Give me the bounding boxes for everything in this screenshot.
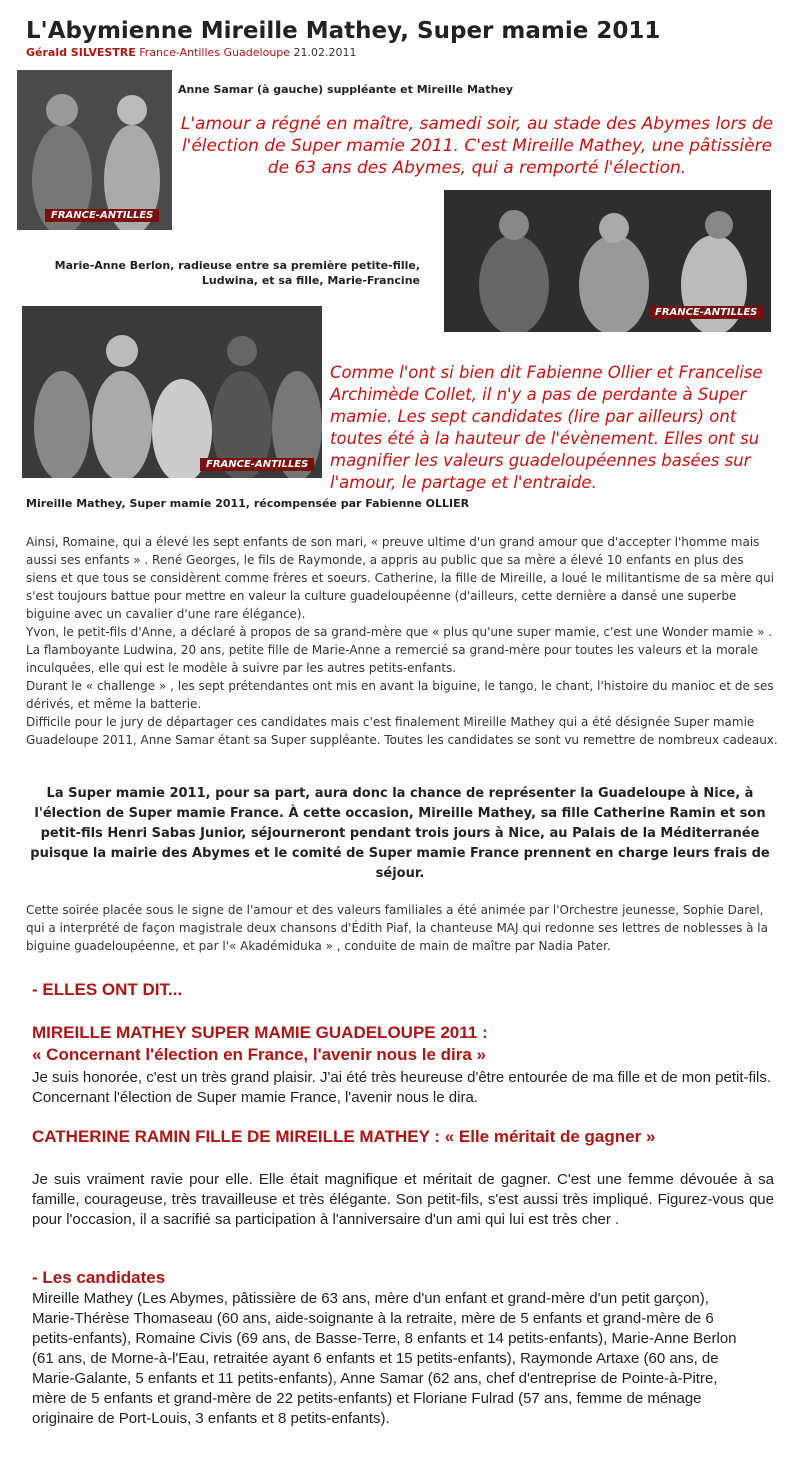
- elles-ont-dit-heading: - ELLES ONT DIT...: [32, 980, 183, 999]
- quote1-heading-line1: MIREILLE MATHEY SUPER MAMIE GUADELOUPE 2011 :: [32, 1023, 488, 1042]
- author-name: Gérald SILVESTRE: [26, 46, 136, 59]
- quote1-heading: [32, 1022, 772, 1066]
- photo-marie-anne-berlon: [444, 190, 771, 332]
- photo-caption-3: Mireille Mathey, Super mamie 2011, récompensée par Fabienne OLLIER: [26, 497, 470, 510]
- paragraph-2: Yvon, le petit-fils d'Anne, a déclaré à propos de sa grand-mère que « plus qu'une super mamie, c'est une Wonder mamie » . La flamboyante Ludwina, 20 ans, petite fille de Marie-Anne a remercié sa grand-mère pour toutes les valeurs et la morale inculquées, elle qui est le modèle à suivre par les autres petits-enfants.: [26, 625, 773, 675]
- quote2-text: Je suis vraiment ravie pour elle. Elle était magnifique et méritait de gagner. C'est une femme dévouée à sa famille, courageuse, très travailleuse et très élégante. Son petit-fils, s'est aussi très impliqué. Figurez-vous que pour l'occasion, il a sacrifié sa participation à l'anniversaire d'un ami qui lui est très cher .: [32, 1171, 774, 1228]
- photo-caption-2-line2: Ludwina, et sa fille, Marie-Francine: [201, 274, 420, 287]
- photo-caption-2-line1: Marie-Anne Berlon, radieuse entre sa première petite-fille,: [54, 259, 420, 272]
- quote1-text: Je suis honorée, c'est un très grand plaisir. J'ai été très heureuse d'être entourée de ma fille et de mon petit-fils. Concernant l'élection de Super mamie France, l'avenir nous le dira.: [32, 1069, 771, 1106]
- publish-date: 21.02.2011: [293, 46, 357, 59]
- byline: [26, 46, 357, 59]
- paragraph-3: Durant le « challenge » , les sept prétendantes ont mis en avant la biguine, le tango, le chant, l'histoire du manioc et de ses dérivés, et même la batterie.: [26, 679, 774, 711]
- france-antilles-logo: FRANCE-ANTILLES: [45, 209, 159, 222]
- photo-anne-samar-mireille-mathey: [17, 70, 172, 230]
- quote1-heading-line2: « Concernant l'élection en France, l'avenir nous le dira »: [32, 1045, 487, 1064]
- france-antilles-logo: FRANCE-ANTILLES: [649, 306, 763, 319]
- article-title: L'Abymienne Mireille Mathey, Super mamie 2011: [26, 18, 661, 44]
- article-body: [26, 533, 778, 749]
- bold-paragraph: La Super mamie 2011, pour sa part, aura donc la chance de représenter la Guadeloupe à Nice, à l'élection de Super mamie France. À cette occasion, Mireille Mathey, sa fille Catherine Ramin et son petit-fils Henri Sabas Junior, séjourneront pendant trois jours à Nice, au Palais de la Méditerranée puisque la mairie des Abymes et le comité de Super mamie France prennent en charge leurs frais de séjour.: [30, 786, 770, 881]
- france-antilles-logo: FRANCE-ANTILLES: [200, 458, 314, 471]
- quote2-heading: CATHERINE RAMIN FILLE DE MIREILLE MATHEY : « Elle méritait de gagner »: [32, 1127, 656, 1146]
- candidates-text: Mireille Mathey (Les Abymes, pâtissière de 63 ans, mère d'un enfant et grand-mère d'un petit garçon), Marie-Thérèse Thomaseau (60 ans, aide-soignante à la retraite, mère de 5 enfants et grand-mère de 6 petits-enfants), Romaine Civis (69 ans, de Basse-Terre, 8 enfants et 14 petits-enfants), Marie-Anne Berlon (61 ans, de Morne-à-l'Eau, retraitée ayant 6 enfants et 15 petits-enfants), Raymonde Artaxe (60 ans, de Marie-Galante, 5 enfants et 11 petits-enfants), Anne Samar (62 ans, chef d'entreprise de Pointe-à-Pitre, mère de 5 enfants et grand-mère de 22 petits-enfants) et Floriane Fulrad (57 ans, femme de ménage originaire de Port-Louis, 3 enfants et 8 petits-enfants).: [32, 1290, 737, 1427]
- photo-caption-1: Anne Samar (à gauche) suppléante et Mireille Mathey: [178, 83, 514, 96]
- source-name: France-Antilles Guadeloupe: [139, 46, 291, 59]
- photo-caption-2: [40, 258, 420, 288]
- pull-quote-2: Comme l'ont si bien dit Fabienne Ollier et Francelise Archimède Collet, il n'y a pas de perdante à Super mamie. Les sept candidates (lire par ailleurs) ont toutes été à la hauteur de l'évènement. Elles ont su magnifier les valeurs guadeloupéennes basées sur l'amour, le partage et l'entraide.: [330, 363, 763, 492]
- photo-mireille-mathey-award: [22, 306, 322, 478]
- pull-quote-1: L'amour a régné en maître, samedi soir, au stade des Abymes lors de l'élection de Super mamie 2011. C'est Mireille Mathey, une pâtissière de 63 ans des Abymes, qui a remporté l'élection.: [180, 114, 774, 178]
- paragraph-1: Ainsi, Romaine, qui a élevé les sept enfants de son mari, « preuve ultime d'un grand amour que d'accepter l'homme mais aussi ses enfants » . René Georges, le fils de Raymonde, a appris au public que sa mère a élevé 10 enfants en plus des siens et que tous se considèrent comme frères et soeurs. Catherine, la fille de Mireille, a loué le militantisme de sa mère qui s'est toujours battue pour mettre en valeur la culture guadeloupéenne (d'ailleurs, cette dernière a dansé une superbe biguine avec un cavalier d'une rare élégance).: [26, 535, 774, 621]
- candidates-heading: - Les candidates: [32, 1268, 166, 1287]
- paragraph-4: Difficile pour le jury de départager ces candidates mais c'est finalement Mireille Mathey qui a été désignée Super mamie Guadeloupe 2011, Anne Samar étant sa Super suppléante. Toutes les candidates se sont vu remettre de nombreux cadeaux.: [26, 715, 778, 747]
- paragraph-5: Cette soirée placée sous le signe de l'amour et des valeurs familiales a été animée par l'Orchestre jeunesse, Sophie Darel, qui a interprété de façon magistrale deux chansons d'Édith Piaf, la chanteuse MAJ qui redonne ses lettres de noblesses à la biguine guadeloupéenne, et par l'« Akadémiduka » , conduite de main de maître par Nadia Pater.: [26, 903, 768, 953]
